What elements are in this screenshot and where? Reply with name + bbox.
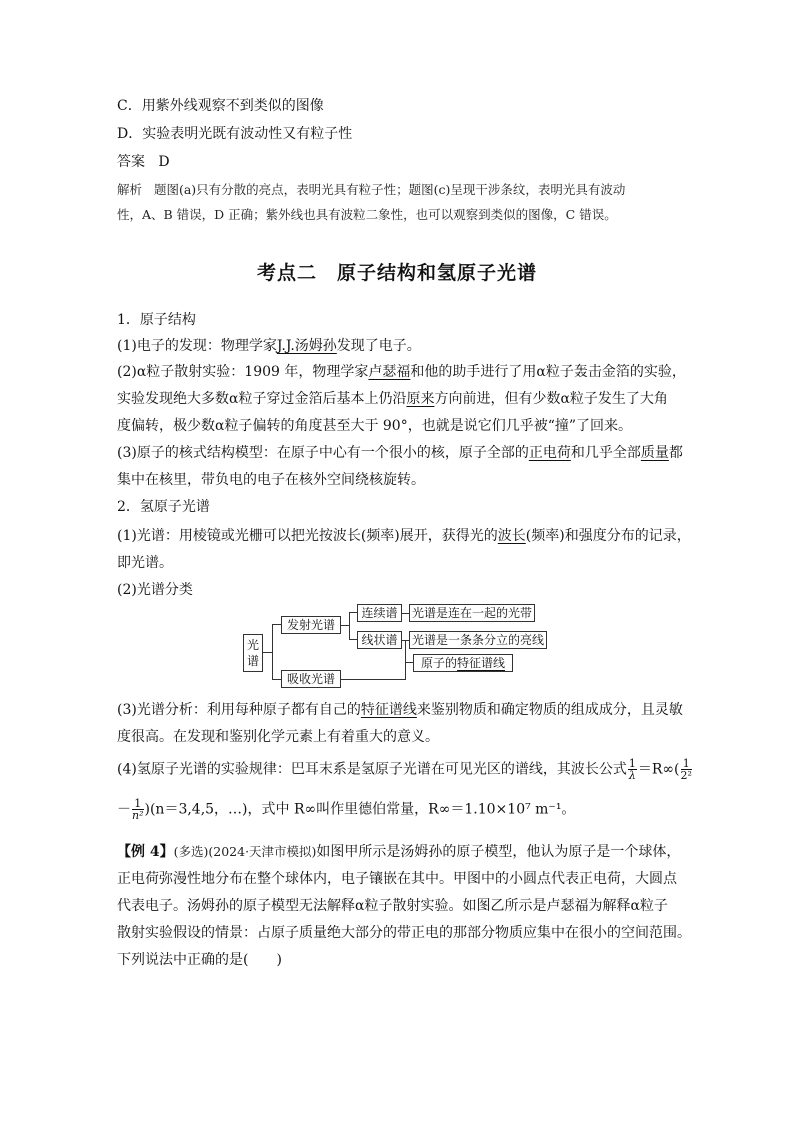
connector [272, 624, 281, 625]
text: 发现了电子。 [336, 338, 421, 354]
part2-p3-line1 [117, 700, 683, 720]
underlined-term: 原来 [406, 391, 435, 407]
connector [263, 652, 272, 653]
answer-line [117, 152, 170, 172]
connector [341, 625, 349, 626]
numerator: 1 [628, 757, 636, 770]
example-line-1 [117, 842, 680, 862]
text: (3)光谱分析：利用每种原子都有自己的 [117, 702, 361, 718]
line-spectrum-box: 线状谱 [357, 631, 402, 649]
continuous-description-box: 光谱是连在一起的光带 [409, 604, 535, 622]
analysis-line-1 [117, 180, 625, 200]
underlined-term: 特征谱线 [457, 656, 506, 670]
numerator: 1 [132, 798, 144, 810]
part2-p4-line2 [117, 798, 575, 821]
connector [272, 679, 281, 680]
part2-p1-line2: 即光谱。 [117, 555, 173, 571]
connector [349, 612, 357, 613]
underlined-term: 质量 [640, 445, 669, 461]
part1-p1 [117, 336, 421, 356]
example-line-3: 代表电子。汤姆孙的原子模型无法解释α粒子散射实验。如图乙所示是卢瑟福为解释α粒子 [117, 898, 668, 914]
connector [349, 612, 350, 639]
minus-sign: － [117, 801, 131, 818]
text: (1)光谱：用棱镜或光栅可以把光按波长(频率)展开，获得光的 [117, 528, 498, 544]
underlined-term: 正电荷 [528, 445, 571, 461]
part1-p2-line1 [117, 362, 686, 382]
fraction-1-over-nsq [132, 798, 144, 821]
connector [405, 662, 413, 663]
connector [272, 624, 273, 679]
characteristic-lines-box [413, 654, 513, 672]
part2-p2: (2)光谱分类 [117, 582, 193, 598]
text: 原子的 [420, 656, 457, 670]
part1-title: 1．原子结构 [117, 312, 196, 328]
connector [402, 613, 409, 614]
text: (频率)和强度分布的记录， [525, 528, 691, 544]
text: (1)电子的发现：物理学家 [117, 338, 277, 354]
denominator: 2² [680, 769, 692, 782]
underlined-term: J.J.汤姆孙 [276, 338, 337, 354]
part1-p3-line2: 集中在核里，带负电的电子在核外空间绕核旋转。 [117, 472, 425, 488]
example-line-2: 正电荷弥漫性地分布在整个球体内，电子镶嵌在其中。甲图中的小圆点代表正电荷，大圆点 [117, 871, 677, 887]
absorption-spectrum-box: 吸收光谱 [281, 670, 341, 688]
text: 和几乎全部 [570, 445, 641, 461]
text: 和他的助手进行了用α粒子轰击金箔的实验， [410, 364, 686, 380]
example-tag: 【例 4】 [117, 844, 174, 860]
analysis-label: 解析 [117, 182, 143, 197]
text: 都 [668, 445, 683, 461]
part2-title: 2．氢原子光谱 [117, 499, 210, 515]
diagram-root-box: 光谱 [243, 634, 263, 672]
answer-label: 答案 [117, 154, 145, 170]
underlined-term: 波长 [497, 528, 526, 544]
part1-p2-line2 [117, 389, 668, 409]
continuous-spectrum-box: 连续谱 [357, 604, 402, 622]
underlined-term: 卢瑟福 [368, 364, 411, 380]
text: (3)原子的核式结构模型：在原子中心有一个很小的核，原子全部的 [117, 445, 529, 461]
connector [341, 679, 405, 680]
underlined-term: 特征谱线 [360, 702, 417, 718]
denominator: n² [132, 809, 144, 822]
answer-value: D [158, 154, 170, 170]
emission-spectrum-box: 发射光谱 [281, 616, 341, 634]
part2-p4-line1 [117, 758, 693, 781]
text: )(n＝3,4,5，…)，式中 R∞叫作里德伯常量，R∞＝1.10×10⁷ m⁻¹。 [144, 801, 576, 818]
connector [349, 639, 357, 640]
text: 实验发现绝大多数α粒子穿过金箔后基本上仍沿 [117, 391, 407, 407]
section-title: 考点二 原子结构和氢原子光谱 [256, 262, 537, 284]
text: 如图甲所示是汤姆孙的原子模型，他认为原子是一个球体， [316, 844, 681, 860]
connector [405, 640, 406, 680]
text: (2)α粒子散射实验：1909 年，物理学家 [117, 364, 369, 380]
analysis-line-2: 性，A、B 错误，D 正确；紫外线也具有波粒二象性，也可以观察到类似的图像，C 错误。 [117, 207, 617, 222]
fraction-1-over-lambda [628, 758, 637, 781]
text: 来鉴别物质和确定物质的组成成分，且灵敏 [416, 702, 683, 718]
text: 方向前进，但有少数α粒子发生了大角 [434, 391, 668, 407]
example-source: (多选)(2024·天津市模拟) [173, 844, 317, 859]
part2-p1-line1 [117, 526, 691, 546]
part1-p3-line1 [117, 443, 683, 463]
text: (4)氢原子光谱的实验规律：巴耳末系是氢原子光谱在可见光区的谱线，其波长公式 [117, 761, 627, 778]
option-d: D．实验表明光既有波动性又有粒子性 [117, 126, 353, 142]
option-c: C．用紫外线观察不到类似的图像 [117, 98, 324, 114]
denominator: λ [628, 769, 636, 782]
spectrum-classification-diagram [243, 606, 548, 694]
analysis-text-1: 题图(a)只有分散的亮点，表明光具有粒子性；题图(c)呈现干涉条纹，表明光具有波动 [153, 182, 626, 197]
part2-p3-line2: 度很高。在发现和鉴别化学元素上有着重大的意义。 [117, 729, 439, 745]
line-description-box: 光谱是一条条分立的亮线 [409, 631, 547, 649]
numerator: 1 [681, 758, 692, 770]
fraction-1-over-2sq [681, 758, 692, 781]
equation-text: ＝R∞( [637, 761, 680, 778]
example-line-5: 下列说法中正确的是( ) [117, 952, 282, 968]
part1-p2-line3: 度偏转，极少数α粒子偏转的角度甚至大于 90°，也就是说它们几乎被“撞”了回来。 [117, 418, 633, 434]
example-line-4: 散射实验假设的情景：占原子质量绝大部分的带正电的那部分物质应集中在很小的空间范围。 [117, 925, 691, 941]
